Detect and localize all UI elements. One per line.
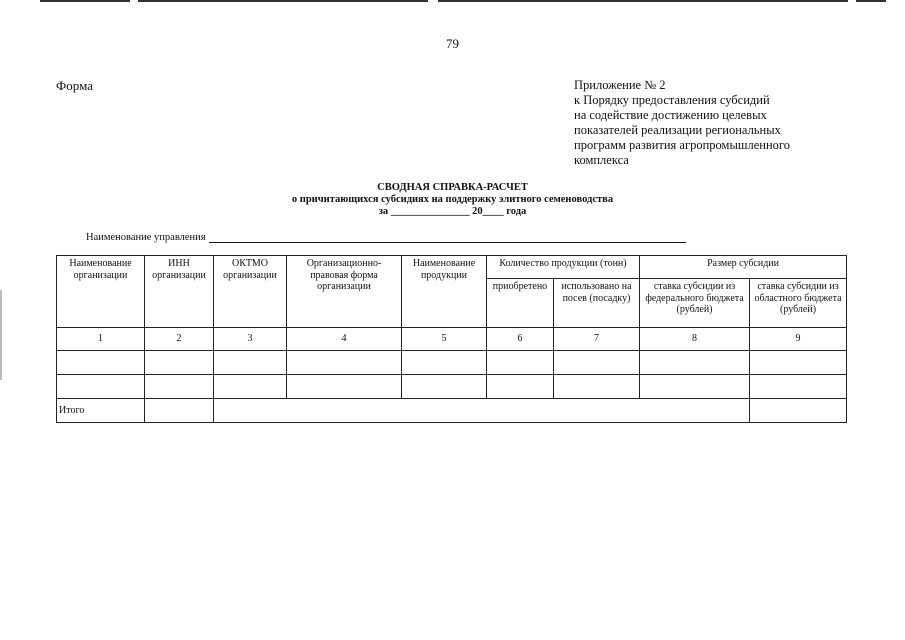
column-number: 6 (487, 328, 554, 351)
appendix-line: на содействие достижению целевых (574, 108, 767, 122)
column-number: 5 (402, 328, 487, 351)
table-cell[interactable] (554, 351, 640, 375)
table-cell[interactable] (145, 375, 214, 399)
title-sub: о причитающихся субсидиях на поддержку элитного семеноводства (291, 194, 614, 205)
table-cell[interactable] (750, 399, 847, 423)
table-cell[interactable] (402, 351, 487, 375)
table-cell[interactable] (57, 375, 145, 399)
organization-line (86, 232, 686, 243)
header-oktmo: ОКТМО организации (214, 256, 287, 328)
table-row (57, 375, 847, 399)
table-cell[interactable] (640, 351, 750, 375)
document-title (0, 182, 905, 218)
table-cell[interactable] (145, 399, 214, 423)
column-number: 4 (287, 328, 402, 351)
total-label: Итого (57, 399, 145, 423)
table-cell[interactable] (402, 375, 487, 399)
header-org-name: Наименование организации (57, 256, 145, 328)
title-period: за _______________ 20____ года (378, 206, 527, 217)
appendix-line: Приложение № 2 (574, 78, 666, 92)
column-number: 8 (640, 328, 750, 351)
organization-line-blank[interactable] (209, 232, 686, 243)
header-federal-rate: ставка субсидии из федерального бюджета (рублей) (640, 279, 750, 328)
table-cell[interactable] (750, 375, 847, 399)
column-number: 3 (214, 328, 287, 351)
table-cell[interactable] (57, 351, 145, 375)
appendix-line: к Порядку предоставления субсидий (574, 93, 770, 107)
appendix-block (574, 78, 874, 168)
title-main: СВОДНАЯ СПРАВКА-РАСЧЕТ (377, 182, 528, 193)
column-number: 2 (145, 328, 214, 351)
column-number: 1 (57, 328, 145, 351)
column-number: 9 (750, 328, 847, 351)
table-row (57, 351, 847, 375)
appendix-line: показателей реализации региональных (574, 123, 781, 137)
table-cell[interactable] (214, 351, 287, 375)
appendix-line: программ развития агропромышленного (574, 138, 790, 152)
column-number: 7 (554, 328, 640, 351)
header-inn: ИНН организации (145, 256, 214, 328)
header-regional-rate: ставка субсидии из областного бюджета (рублей) (750, 279, 847, 328)
table-cell[interactable] (487, 375, 554, 399)
top-edge-marks (0, 0, 905, 2)
table-cell[interactable] (287, 351, 402, 375)
header-purchased: приобретено (487, 279, 554, 328)
table-cell[interactable] (487, 351, 554, 375)
table-cell[interactable] (287, 375, 402, 399)
header-legal-form: Организационно-правовая форма организации (287, 256, 402, 328)
header-quantity-group: Количество продукции (тонн) (487, 256, 640, 279)
table-cell[interactable] (750, 351, 847, 375)
table-cell[interactable] (214, 375, 287, 399)
header-used-for-sowing: использовано на посев (посадку) (554, 279, 640, 328)
table-cell[interactable] (554, 375, 640, 399)
total-merged-cell[interactable] (214, 399, 750, 423)
table-cell[interactable] (640, 375, 750, 399)
appendix-line: комплекса (574, 153, 629, 167)
page-number: 79 (446, 36, 459, 51)
table-cell[interactable] (145, 351, 214, 375)
total-row (57, 399, 847, 423)
scan-edge-mark (0, 290, 2, 380)
organization-line-label: Наименование управления (86, 232, 206, 243)
header-subsidy-group: Размер субсидии (640, 256, 847, 279)
form-label: Форма (56, 78, 93, 93)
calculation-table (56, 255, 847, 423)
header-product-name: Наименование продукции (402, 256, 487, 328)
